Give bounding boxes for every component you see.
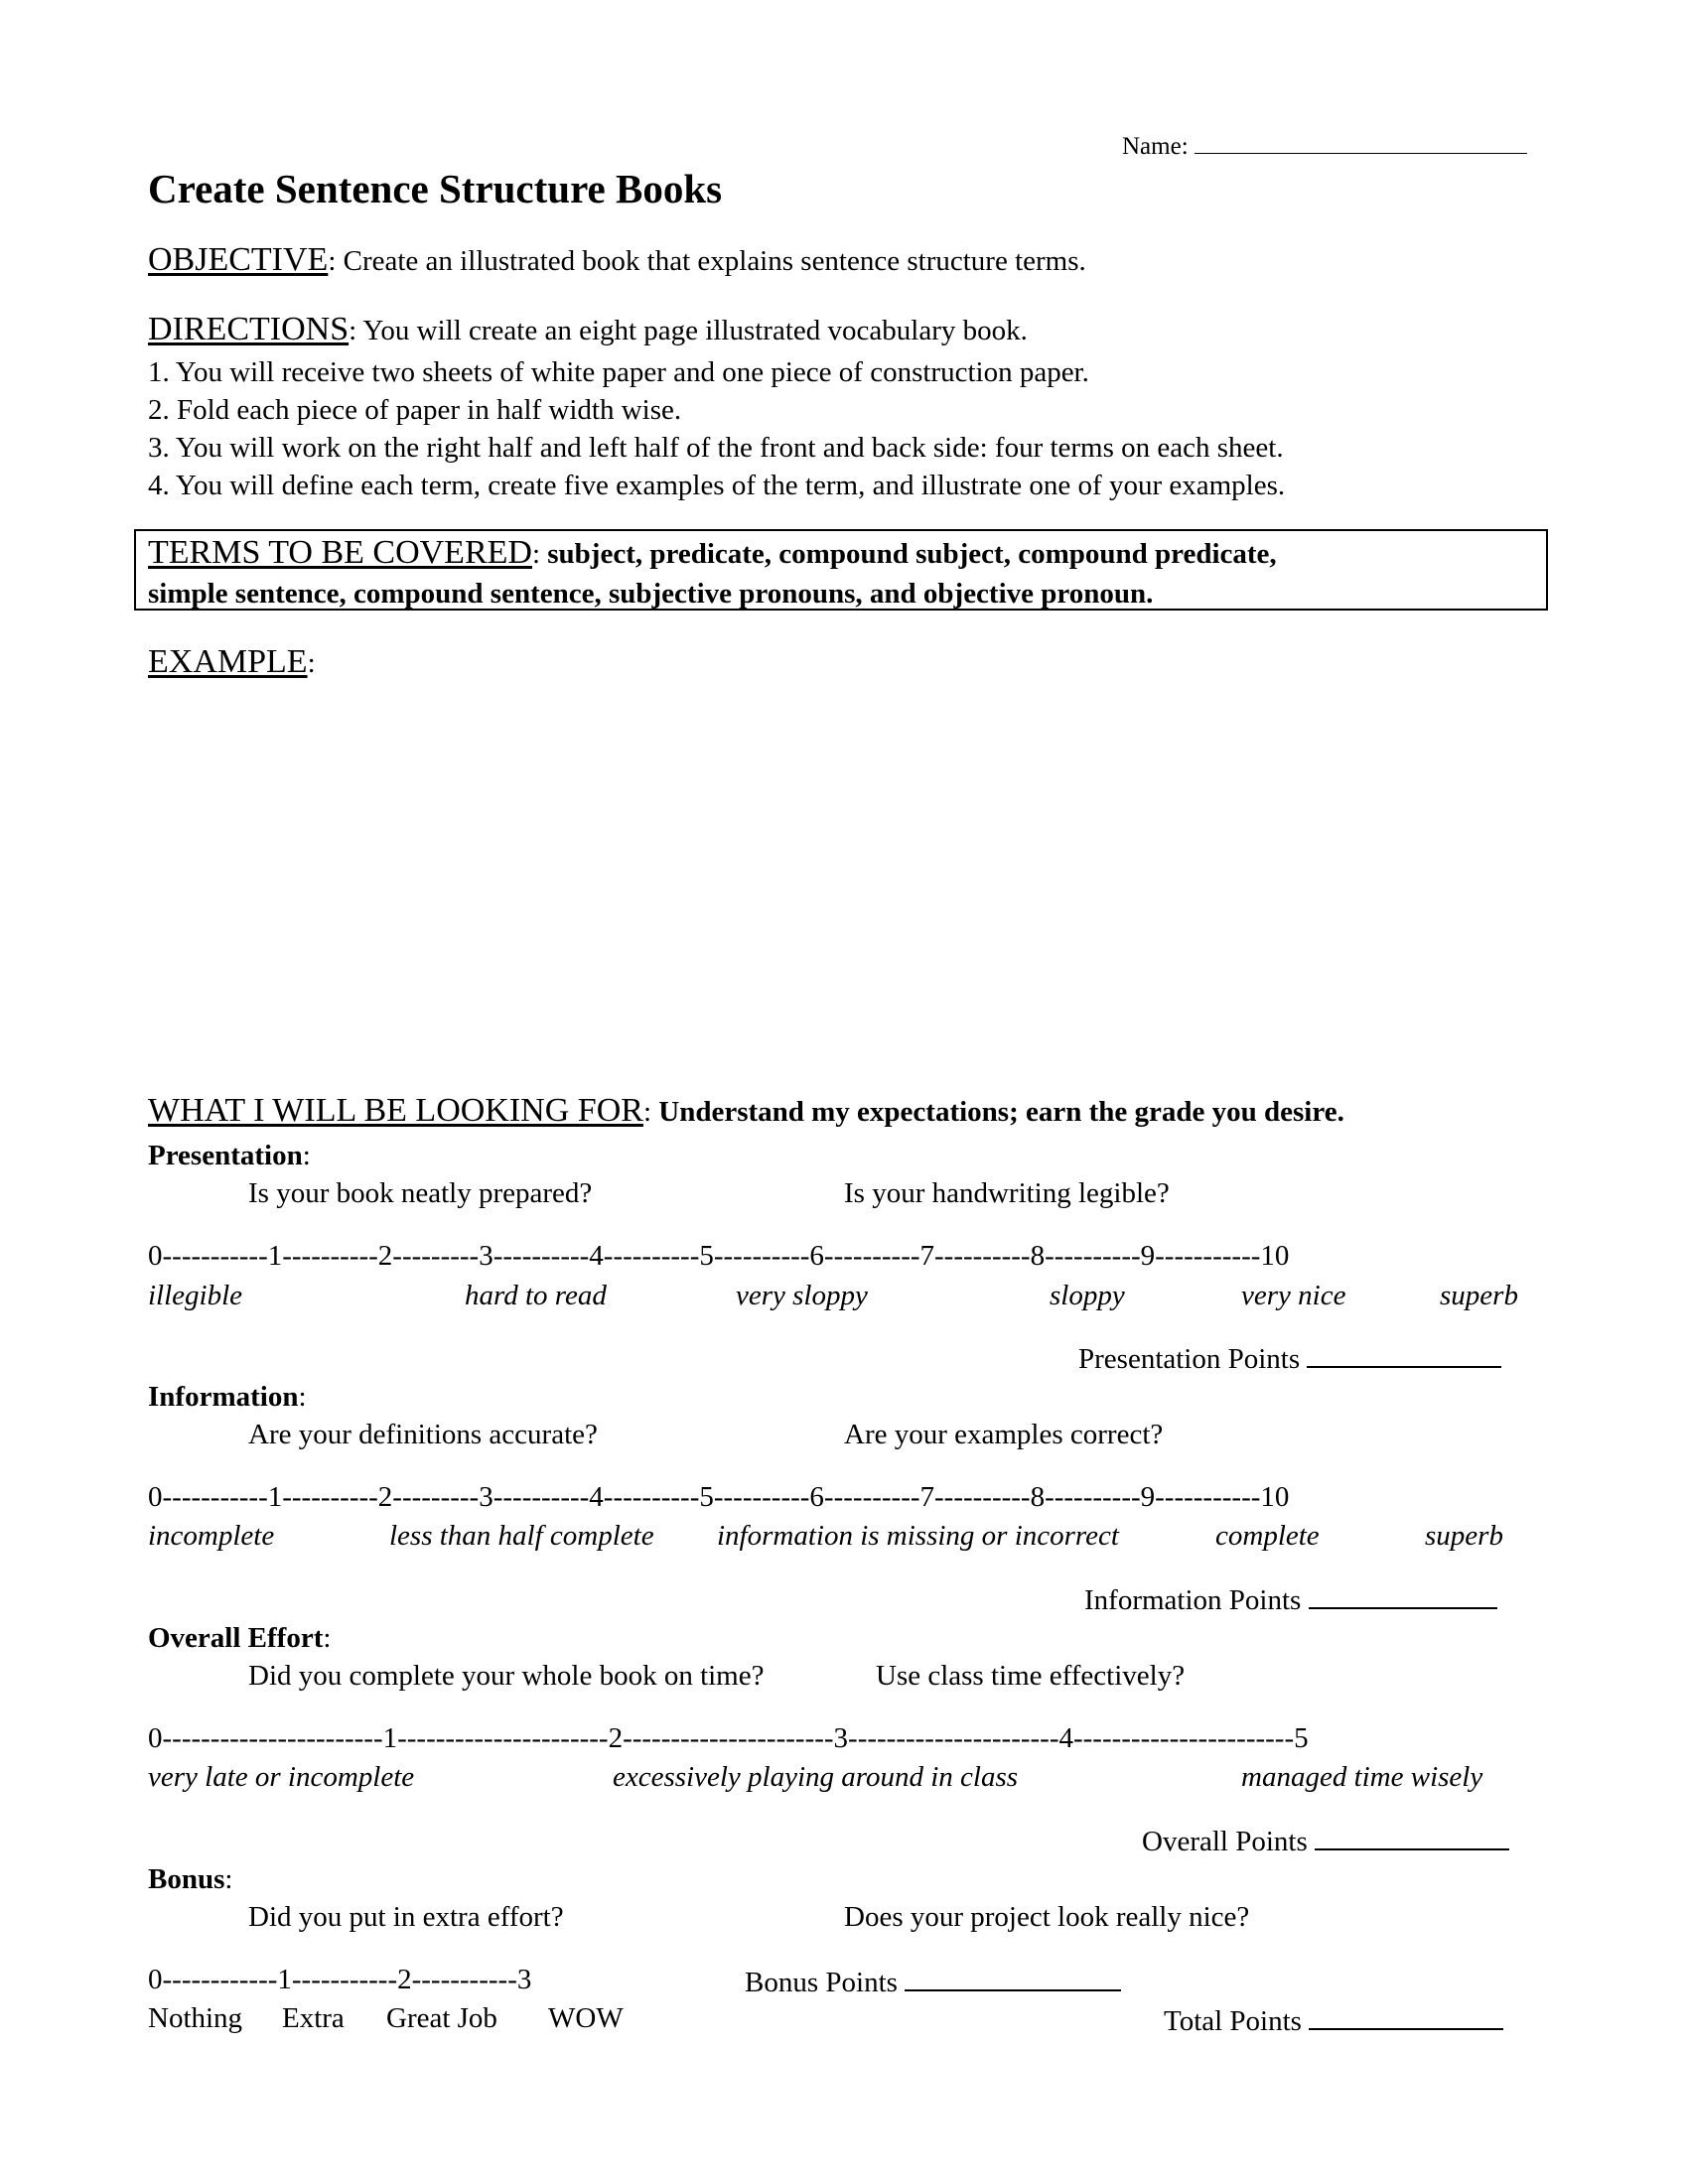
presentation-scale-label: very sloppy (736, 1280, 868, 1311)
bonus-scale-label: Nothing (148, 2002, 243, 2034)
total-points: Total Points (1164, 2002, 1503, 2038)
direction-step: 1. You will receive two sheets of white paper and one piece of construction paper. (148, 356, 1089, 388)
looking-for-text: Understand my expectations; earn the grade you desire. (658, 1096, 1344, 1128)
presentation-scale: 0-----------1----------2---------3----------4----------5----------6----------7----------8----------9-----------10 (148, 1240, 1290, 1272)
effort-scale: 0-----------------------1----------------------2----------------------3----------------------4-----------------------5 (148, 1722, 1309, 1754)
directions (148, 311, 1028, 348)
direction-step: 3. You will work on the right half and left half of the front and back side: four terms on each sheet. (148, 432, 1284, 464)
overall-points-blank[interactable] (1315, 1823, 1509, 1850)
information-points: Information Points (1084, 1581, 1497, 1617)
information-scale-label: information is missing or incorrect (717, 1520, 1119, 1552)
bonus-scale-label: Great Job (386, 2002, 497, 2034)
page-title: Create Sentence Structure Books (148, 166, 723, 211)
looking-for (148, 1092, 1344, 1130)
presentation-heading: Presentation: (148, 1140, 311, 1171)
terms-label: TERMS TO BE COVERED (148, 534, 532, 571)
presentation-scale-label: illegible (148, 1280, 243, 1311)
effort-heading: Overall Effort: (148, 1622, 332, 1654)
name-field (1122, 131, 1527, 161)
looking-for-colon: : (642, 1096, 659, 1128)
bonus-heading: Bonus: (148, 1863, 233, 1895)
direction-step: 2. Fold each piece of paper in half width wise. (148, 394, 682, 426)
effort-scale-label: managed time wisely (1241, 1761, 1483, 1793)
example (148, 643, 316, 681)
information-question-1: Are your definitions accurate? (248, 1419, 598, 1450)
objective-text: : Create an illustrated book that explains sentence structure terms. (328, 245, 1086, 277)
bonus-question-2: Does your project look really nice? (844, 1901, 1250, 1933)
bonus-points-blank[interactable] (905, 1964, 1121, 1991)
terms-colon: : (531, 538, 548, 570)
presentation-points: Presentation Points (1078, 1340, 1501, 1376)
objective (148, 241, 1086, 279)
overall-points: Overall Points (1142, 1823, 1509, 1858)
information-scale: 0-----------1----------2---------3----------4----------5----------6----------7----------8----------9-----------10 (148, 1481, 1290, 1513)
information-scale-label: superb (1425, 1520, 1503, 1552)
effort-scale-label: excessively playing around in class (613, 1761, 1019, 1793)
name-blank[interactable] (1195, 131, 1527, 154)
information-heading: Information: (148, 1381, 307, 1413)
presentation-scale-label: superb (1440, 1280, 1518, 1311)
presentation-scale-label: sloppy (1050, 1280, 1125, 1311)
presentation-question-2: Is your handwriting legible? (844, 1177, 1170, 1209)
bonus-question-1: Did you put in extra effort? (248, 1901, 564, 1933)
information-scale-label: incomplete (148, 1520, 275, 1552)
effort-question-2: Use class time effectively? (876, 1660, 1186, 1692)
information-points-blank[interactable] (1309, 1581, 1497, 1609)
presentation-question-1: Is your book neatly prepared? (248, 1177, 593, 1209)
direction-step: 4. You will define each term, create five examples of the term, and illustrate one of your examples. (148, 470, 1286, 501)
directions-intro: : You will create an eight page illustrated vocabulary book. (349, 315, 1028, 346)
looking-for-label: WHAT I WILL BE LOOKING FOR (148, 1092, 643, 1129)
example-label: EXAMPLE (148, 643, 308, 680)
name-label: Name: (1122, 133, 1189, 160)
bonus-scale-label: WOW (548, 2002, 624, 2034)
information-scale-label: complete (1215, 1520, 1320, 1552)
information-scale-label: less than half complete (389, 1520, 654, 1552)
terms-line-1 (148, 534, 1277, 572)
presentation-scale-label: hard to read (465, 1280, 607, 1311)
example-colon: : (307, 647, 316, 679)
terms-list-2: simple sentence, compound sentence, subjective pronouns, and objective pronoun. (148, 578, 1154, 610)
terms-list-1: subject, predicate, compound subject, compound predicate, (547, 538, 1277, 570)
information-question-2: Are your examples correct? (844, 1419, 1164, 1450)
presentation-points-blank[interactable] (1307, 1340, 1501, 1368)
total-points-blank[interactable] (1309, 2002, 1503, 2030)
effort-question-1: Did you complete your whole book on time? (248, 1660, 765, 1692)
bonus-points: Bonus Points (745, 1964, 1121, 1999)
bonus-scale-label: Extra (282, 2002, 345, 2034)
objective-label: OBJECTIVE (148, 241, 329, 278)
bonus-scale: 0------------1-----------2-----------3 (148, 1964, 532, 1995)
directions-label: DIRECTIONS (148, 311, 350, 347)
effort-scale-label: very late or incomplete (148, 1761, 415, 1793)
presentation-scale-label: very nice (1241, 1280, 1346, 1311)
